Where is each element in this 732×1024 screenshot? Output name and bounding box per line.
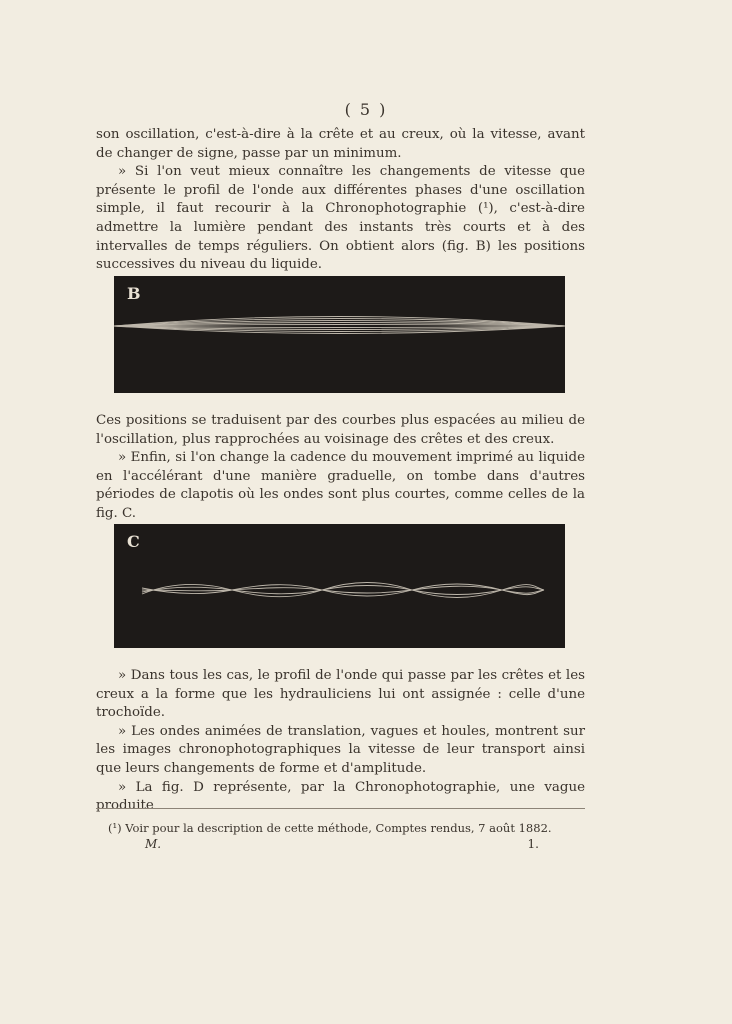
- page-number: ( 5 ): [344, 100, 388, 119]
- paragraph: » Les ondes animées de translation, vagues et houles, montrent sur les images chronophotographiques la vitesse de leur transport ainsi que leurs changements de forme et d'amplitude.: [96, 723, 585, 776]
- sheet-number: 1.: [527, 837, 539, 851]
- figure-c-label: C: [127, 532, 140, 551]
- signature-mark: M.: [145, 837, 162, 851]
- footer-row: [145, 837, 539, 851]
- figure-c: [114, 524, 565, 648]
- paragraph: » Enfin, si l'on change la cadence du mouvement imprimé au liquide en l'accélérant d'une manière graduelle, on tombe dans d'autres périodes de clapotis où les ondes sont plus courtes, comme celles de la fig. C.: [96, 450, 585, 521]
- paragraph: » Dans tous les cas, le profil de l'onde qui passe par les crêtes et les creux a la forme que les hydrauliciens lui ont assignée : celle d'une trochoïde.: [96, 668, 585, 721]
- paragraph: » La fig. D représente, par la Chronophotographie, une vague produite: [96, 779, 585, 814]
- paragraph: » Si l'on veut mieux connaître les changements de vitesse que présente le profil de l'onde aux différentes phases d'une oscillation simple, il faut recourir à la Chronophotographie (¹), c'est-à-dire admettre la lumière pendant des instants très courts et à des intervalles de temps réguliers. On obtient alors (fig. B) les positions successives du niveau du liquide.: [96, 164, 585, 273]
- figure-b-wave-image: [114, 276, 565, 393]
- figure-b: [114, 276, 565, 393]
- text-block-bottom: [96, 667, 585, 816]
- paragraph: Ces positions se traduisent par des courbes plus espacées au milieu de l'oscillation, plus rapprochées au voisinage des crêtes et des creux.: [96, 413, 585, 447]
- footnote-divider: [96, 808, 585, 809]
- figure-c-wave-image: [114, 524, 565, 648]
- paragraph: son oscillation, c'est-à-dire à la crête et au creux, où la vitesse, avant de changer de signe, passe par un minimum.: [96, 127, 585, 161]
- figure-b-label: B: [127, 284, 141, 303]
- text-block-top: [96, 126, 585, 275]
- footnote: (¹) Voir pour la description de cette méthode, Comptes rendus, 7 août 1882.: [108, 821, 552, 835]
- text-block-middle: [96, 412, 585, 524]
